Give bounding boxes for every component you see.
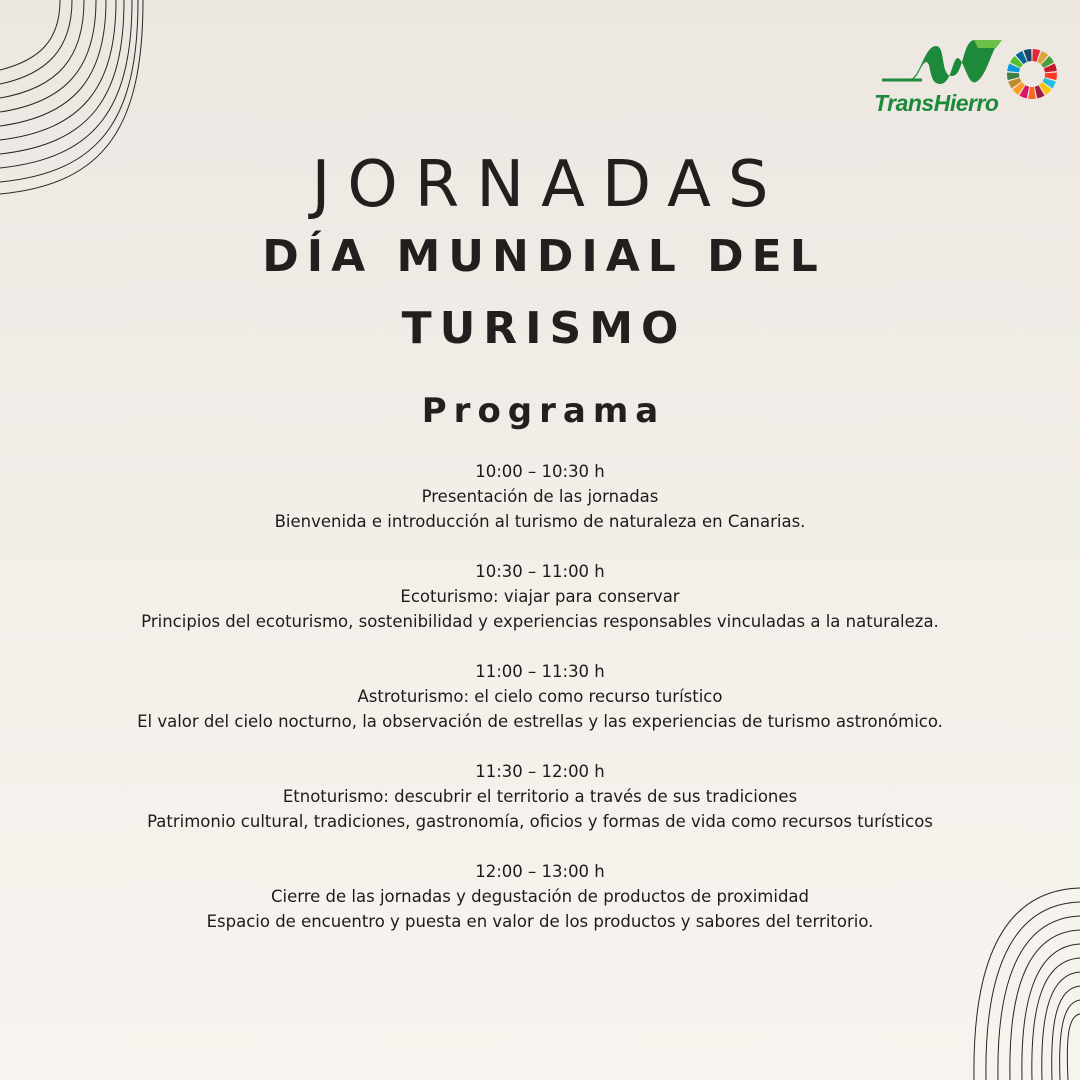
program-session [0, 459, 1080, 534]
program-session [0, 659, 1080, 734]
session-title: Etnoturismo: descubrir el territorio a través de sus tradiciones [282, 787, 798, 806]
transhierro-wave-logo-icon [878, 36, 1002, 88]
session-description: Principios del ecoturismo, sostenibilidad y experiencias responsables vinculadas a la naturaleza. [141, 612, 939, 631]
session-description: Bienvenida e introducción al turismo de naturaleza en Canarias. [274, 512, 806, 531]
session-description: Espacio de encuentro y puesta en valor de los productos y sabores del territorio. [206, 912, 874, 931]
title-turismo: TURISMO [401, 303, 687, 354]
session-time: 12:00 – 13:00 h [475, 862, 605, 881]
session-time: 10:00 – 10:30 h [475, 462, 605, 481]
session-time: 11:00 – 11:30 h [475, 662, 605, 681]
section-title-programa: Programa [421, 391, 666, 431]
session-title: Astroturismo: el cielo como recurso turístico [357, 687, 723, 706]
brand-name: TransHierro [874, 90, 999, 116]
sdg-color-wheel-icon [1006, 48, 1058, 100]
session-description: Patrimonio cultural, tradiciones, gastronomía, oficios y formas de vida como recursos turísticos [147, 812, 933, 831]
session-title: Presentación de las jornadas [421, 487, 659, 506]
session-description: El valor del cielo nocturno, la observación de estrellas y las experiencias de turismo astronómico. [137, 712, 943, 731]
sdg-wheel-segment [1028, 87, 1036, 99]
session-time: 10:30 – 11:00 h [475, 562, 605, 581]
program-session [0, 559, 1080, 634]
transhierro-logo [872, 36, 1062, 120]
title-jornadas: JORNADAS [311, 148, 786, 222]
program-session [0, 759, 1080, 834]
title-dia-mundial: DÍA MUNDIAL DEL [262, 231, 826, 282]
program-schedule [0, 459, 1080, 959]
session-title: Cierre de las jornadas y degustación de productos de proximidad [270, 887, 810, 906]
session-title: Ecoturismo: viajar para conservar [400, 587, 680, 606]
program-session [0, 859, 1080, 934]
session-time: 11:30 – 12:00 h [475, 762, 605, 781]
